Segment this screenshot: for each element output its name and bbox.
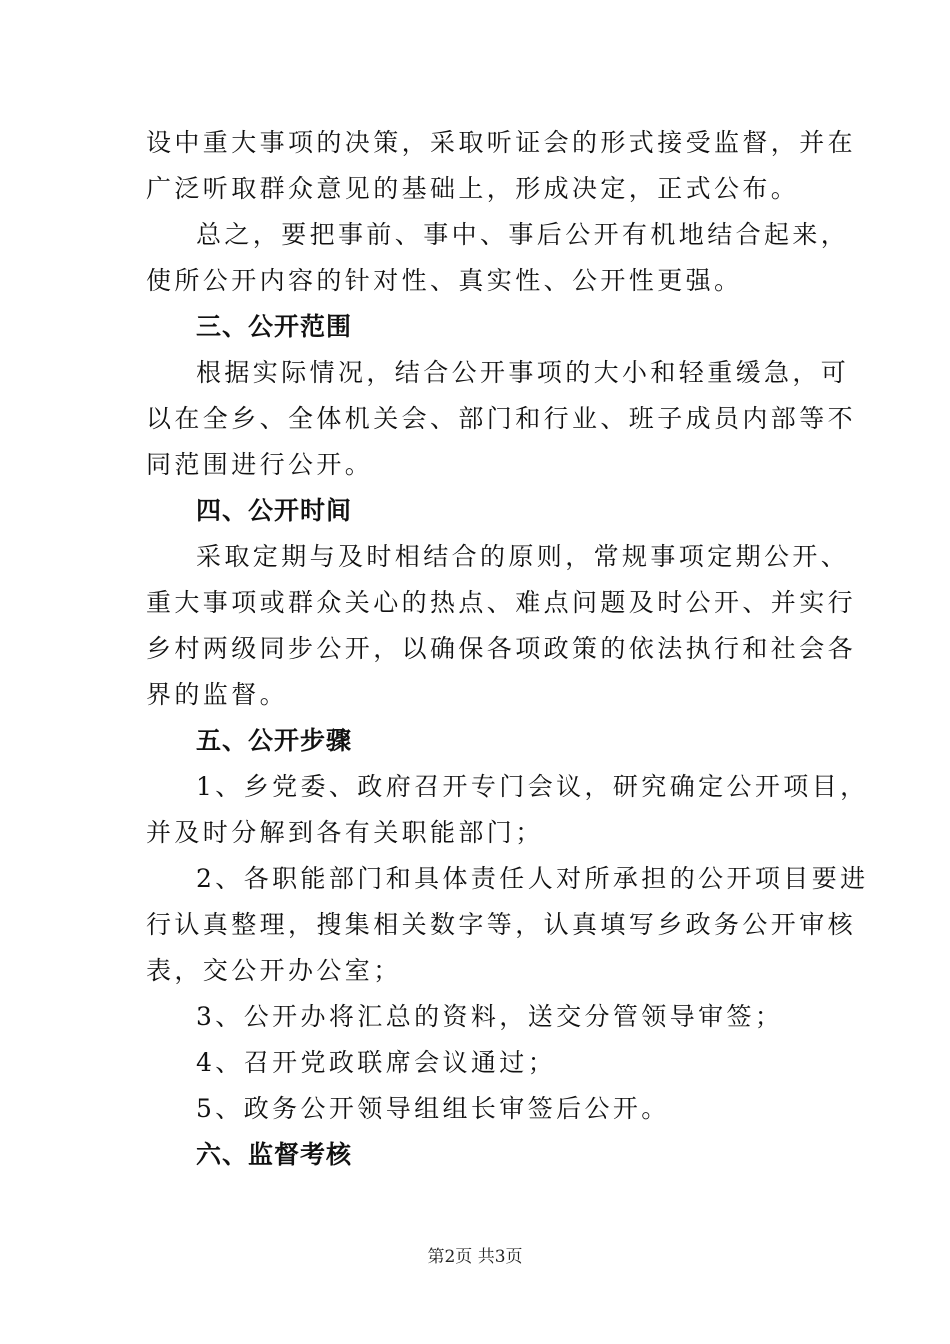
paragraph-line: 同范围进行公开。 xyxy=(146,450,374,479)
paragraph-line: 乡村两级同步公开，以确保各项政策的依法执行和社会各 xyxy=(146,634,857,663)
paragraph-line: 3、公开办将汇总的资料，送交分管领导审签； xyxy=(196,1002,784,1031)
paragraph-line: 4、召开党政联席会议通过； xyxy=(196,1048,557,1077)
paragraph-line: 1、乡党委、政府召开专门会议，研究确定公开项目， xyxy=(196,772,869,801)
paragraph-line: 使所公开内容的针对性、真实性、公开性更强。 xyxy=(146,266,743,295)
paragraph-line: 广泛听取群众意见的基础上，形成决定，正式公布。 xyxy=(146,174,800,203)
section-heading: 五、公开步骤 xyxy=(196,726,353,755)
paragraph-line: 以在全乡、全体机关会、部门和行业、班子成员内部等不 xyxy=(146,404,857,433)
paragraph-line: 界的监督。 xyxy=(146,680,289,709)
paragraph-line: 根据实际情况，结合公开事项的大小和轻重缓急，可 xyxy=(196,358,850,387)
section-heading: 六、监督考核 xyxy=(196,1140,353,1169)
paragraph-line: 重大事项或群众关心的热点、难点问题及时公开、并实行 xyxy=(146,588,857,617)
paragraph-line: 表，交公开办公室； xyxy=(146,956,402,985)
paragraph-line: 行认真整理，搜集相关数字等，认真填写乡政务公开审核 xyxy=(146,910,857,939)
paragraph-line: 采取定期与及时相结合的原则，常规事项定期公开、 xyxy=(196,542,850,571)
page-footer: 第2页 共3页 xyxy=(427,1247,523,1267)
section-heading: 四、公开时间 xyxy=(196,496,353,525)
document-body xyxy=(146,120,869,1178)
paragraph-line: 2、各职能部门和具体责任人对所承担的公开项目要进 xyxy=(196,864,869,893)
paragraph-line: 并及时分解到各有关职能部门； xyxy=(146,818,544,847)
paragraph-line: 5、政务公开领导组组长审签后公开。 xyxy=(196,1094,670,1123)
paragraph-line: 总之，要把事前、事中、事后公开有机地结合起来， xyxy=(196,220,850,249)
section-heading: 三、公开范围 xyxy=(196,312,353,341)
paragraph-line: 设中重大事项的决策，采取听证会的形式接受监督，并在 xyxy=(146,128,857,157)
